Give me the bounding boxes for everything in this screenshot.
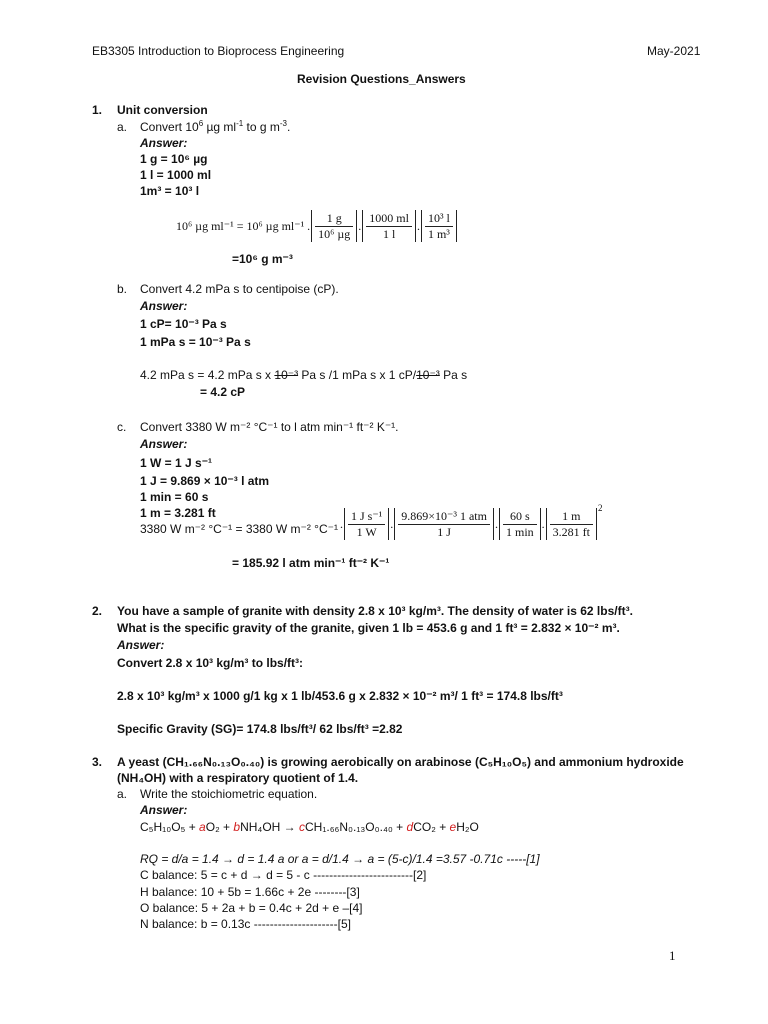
q1a-frac2: $\frac{1000 ml}{1 l}$ <box>366 211 412 242</box>
q1-number: 1. <box>92 103 103 117</box>
q1b-question: Convert 4.2 mPa s to centipoise (cP). <box>140 282 339 296</box>
q2-number: 2. <box>92 604 103 618</box>
q1b-line3: 4.2 mPa s = 4.2 mPa s x 10⁻³ Pa s /1 mPa s x 1 cP/10⁻³ Pa s <box>140 368 468 382</box>
q1a-frac3: $\frac{\text{10³ l}}{\text{1 m³}}$ <box>425 211 453 242</box>
q3a-answer-label: Answer: <box>140 803 188 817</box>
q3a-rq-line: RQ = d/a = 1.4 → d = 1.4 a or a = d/1.4 → a = (5-c)/1.4 =3.57 -0.71c -----[1] <box>140 852 540 866</box>
q1a-line3: 1m³ = 10³ l <box>140 184 200 198</box>
q2-line4: 2.8 x 10³ kg/m³ x 1000 g/1 kg x 1 lb/453.6 g x 2.832 × 10⁻² m³/ 1 ft³ = 174.8 lbs/ft³ <box>117 689 563 703</box>
q3-line1: A yeast (CH₁.₆₆N₀.₁₃O₀.₄₀) is growing aerobically on arabinose (C₅H₁₀O₅) and ammonium hydroxide <box>117 755 684 769</box>
page-title: Revision Questions_Answers <box>297 72 466 86</box>
q2-line2: What is the specific gravity of the granite, given 1 lb = 453.6 g and 1 ft³ = 2.832 × 10⁻² m³. <box>117 621 620 635</box>
q3a-question: Write the stoichiometric equation. <box>140 787 318 801</box>
q1b-label: b. <box>117 282 128 296</box>
date-header: May-2021 <box>647 44 701 58</box>
q3a-o-balance: O balance: 5 + 2a + b = 0.4c + 2d + e –[4] <box>140 901 363 915</box>
q1c-line4: 1 m = 3.281 ft <box>140 506 216 520</box>
q3a-label: a. <box>117 787 128 801</box>
q1b-answer-label: Answer: <box>140 299 188 313</box>
q1b-line2: 1 mPa s = 10⁻³ Pa s <box>140 335 251 349</box>
q1-heading: Unit conversion <box>117 103 208 117</box>
q1c-line1: 1 W = 1 J s⁻¹ <box>140 456 213 470</box>
q1a-answer-label: Answer: <box>140 136 188 150</box>
q2-line1: You have a sample of granite with density 2.8 x 10³ kg/m³. The density of water is 62 lbs/ft³. <box>117 604 633 618</box>
q1b-line1: 1 cP= 10⁻³ Pa s <box>140 317 227 331</box>
page-number: 1 <box>669 948 676 963</box>
q1a-label: a. <box>117 120 128 134</box>
q1c-label: c. <box>117 420 127 434</box>
q1b-line4: = 4.2 cP <box>200 385 246 399</box>
q2-line3: Convert 2.8 x 10³ kg/m³ to lbs/ft³: <box>117 656 304 670</box>
q1a-equation: 10⁶ µg ml⁻¹ = 10⁶ µg ml⁻¹ . $\frac{1 g}{\text{10⁶ µg}}$ . $\frac{1000 ml}{1 l}$ . $\frac{\text{10³ l}}{\text{1 m³}}$ <box>176 210 458 242</box>
q2-line5: Specific Gravity (SG)= 174.8 lbs/ft³/ 62 lbs/ft³ =2.82 <box>117 722 403 736</box>
q1a-line2: 1 l = 1000 ml <box>140 168 212 182</box>
q1c-frac3: $\frac{60 s}{1 \min}$ <box>503 509 537 540</box>
q2-answer-label: Answer: <box>117 638 165 652</box>
q3a-h-balance: H balance: 10 + 5b = 1.66c + 2e --------[3] <box>140 885 360 899</box>
q1c-frac4: $\frac{1 m}{3.281 ft}$ <box>550 509 593 540</box>
q3-line2: (NH₄OH) with a respiratory quotient of 1.4. <box>117 771 359 785</box>
q1a-question: Convert $10^6$ µg $ml^{-1}$ to g $m^{-3}$. <box>140 119 291 134</box>
q3-number: 3. <box>92 755 103 769</box>
q1c-frac1: $\frac{\text{1 J s⁻¹}}{1 W}$ <box>348 509 385 540</box>
course-header: EB3305 Introduction to Bioprocess Engineering <box>92 44 345 58</box>
q1c-answer-label: Answer: <box>140 437 188 451</box>
q1c-result: = 185.92 l atm min⁻¹ ft⁻² K⁻¹ <box>232 556 390 570</box>
q3a-stoich-equation: C₅H₁₀O₅ + aO₂ + bNH₄OH → cCH₁.₆₆N₀.₁₃O₀.₄₀ + dCO₂ + eH₂O <box>140 820 479 834</box>
q3a-c-balance: C balance: 5 = c + d → d = 5 - c -------------------------[2] <box>140 868 427 882</box>
q1c-eq-lhs: 3380 W m⁻² °C⁻¹ = 3380 W m⁻² °C⁻¹ <box>140 522 338 536</box>
q3a-n-balance: N balance: b = 0.13c ---------------------[5] <box>140 917 352 931</box>
q1a-line1: 1 g = 10⁶ µg <box>140 152 208 166</box>
q1c-line2: 1 J = 9.869 × 10⁻³ l atm <box>140 474 270 488</box>
q1c-question: Convert 3380 W m⁻² °C⁻¹ to l atm min⁻¹ ft⁻² K⁻¹. <box>140 420 399 434</box>
q1a-eq-lhs: 10⁶ µg ml⁻¹ = 10⁶ µg ml⁻¹ . <box>176 218 311 233</box>
q1a-frac1: $\frac{1 g}{\text{10⁶ µg}}$ <box>315 211 353 242</box>
q1c-equation: . $\frac{\text{1 J s⁻¹}}{1 W}$ . $\frac{\text{9.869×10⁻³ 1 atm}}{1 J}$ . $\frac{60 s}{1 \min}$ . $\frac{1 m}{3.281 ft}$ 2 <box>340 503 603 539</box>
q1c-frac2: $\frac{\text{9.869×10⁻³ 1 atm}}{1 J}$ <box>398 509 490 540</box>
q1a-result: =10⁶ g m⁻³ <box>232 252 293 266</box>
q1c-line3: 1 min = 60 s <box>140 490 209 504</box>
